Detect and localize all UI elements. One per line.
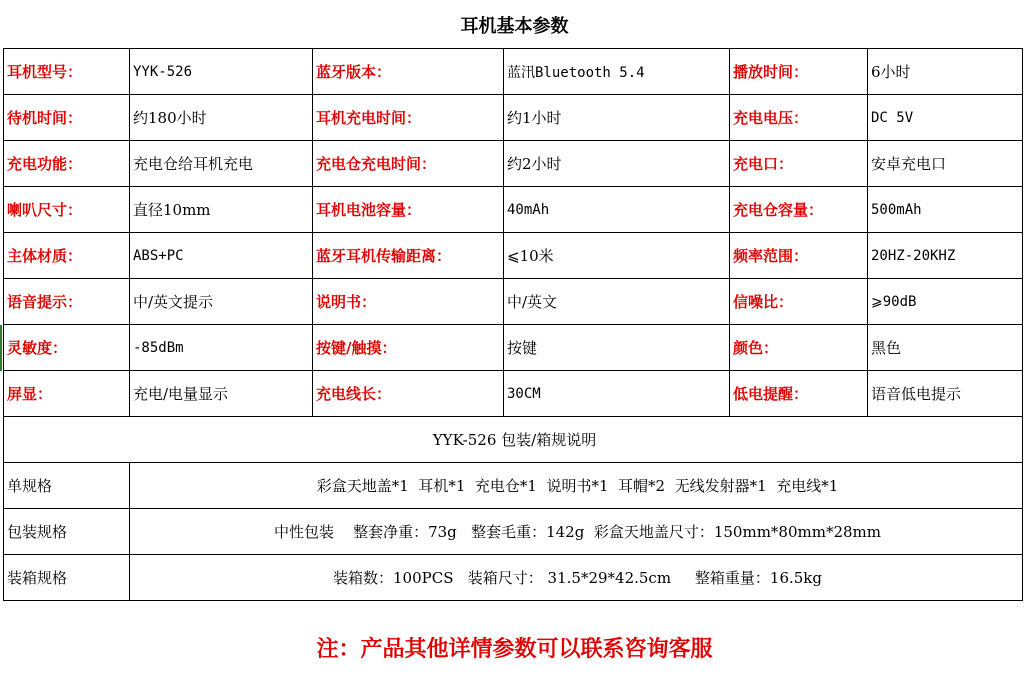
spec-label: 充电线长： <box>313 371 504 417</box>
spec-value: 20HZ-20KHZ <box>868 233 1023 279</box>
spec-label: 低电提醒： <box>730 371 868 417</box>
spec-value: 6小时 <box>868 49 1023 95</box>
packaging-label: 包装规格 <box>4 509 130 555</box>
spec-label: 按键/触摸： <box>313 325 504 371</box>
spec-row <box>4 187 1023 233</box>
spec-row <box>4 233 1023 279</box>
packaging-value <box>130 463 1023 509</box>
spec-row <box>4 95 1023 141</box>
spec-label: 屏显： <box>4 371 130 417</box>
spec-row <box>4 279 1023 325</box>
spec-label: 耳机充电时间： <box>313 95 504 141</box>
spec-label: 耳机型号： <box>4 49 130 95</box>
spec-label: 充电电压： <box>730 95 868 141</box>
packaging-value-text: 彩盒天地盖*1 耳机*1 充电仓*1 说明书*1 耳帽*2 无线发射器*1 充电线*1 <box>316 477 839 495</box>
spec-value: 约2小时 <box>504 141 730 187</box>
packaging-label: 装箱规格 <box>4 555 130 601</box>
spec-value: ⩽10米 <box>504 233 730 279</box>
spec-label: 信噪比： <box>730 279 868 325</box>
packaging-value <box>130 509 1023 555</box>
spec-label: 蓝牙版本： <box>313 49 504 95</box>
spec-label: 充电口： <box>730 141 868 187</box>
spec-label: 灵敏度： <box>4 325 130 371</box>
spec-value: ABS+PC <box>130 233 313 279</box>
spec-label: 喇叭尺寸： <box>4 187 130 233</box>
spec-value: ⩾90dB <box>868 279 1023 325</box>
spacer <box>4 601 1023 622</box>
row-marker-line <box>0 325 2 371</box>
packaging-row <box>4 463 1023 509</box>
spec-value: 充电仓给耳机充电 <box>130 141 313 187</box>
packaging-label: 单规格 <box>4 463 130 509</box>
spec-value: 蓝汛Bluetooth 5.4 <box>504 49 730 95</box>
spec-label: 说明书： <box>313 279 504 325</box>
spec-label: 语音提示： <box>4 279 130 325</box>
spec-value: 30CM <box>504 371 730 417</box>
packaging-value-text: 装箱数：100PCS 装箱尺寸： 31.5*29*42.5cm 整箱重量：16.5kg <box>333 569 822 587</box>
spec-table <box>3 2 1023 673</box>
contact-note: 注：产品其他详情参数可以联系咨询客服 <box>316 635 713 662</box>
spec-value: 500mAh <box>868 187 1023 233</box>
spec-value: YYK-526 <box>130 49 313 95</box>
spec-value: 中/英文 <box>504 279 730 325</box>
spec-label: 待机时间： <box>4 95 130 141</box>
spec-label: 频率范围： <box>730 233 868 279</box>
packaging-row <box>4 509 1023 555</box>
spec-value: -85dBm <box>130 325 313 371</box>
spec-label: 充电功能： <box>4 141 130 187</box>
spec-value: 黑色 <box>868 325 1023 371</box>
spec-label: 播放时间： <box>730 49 868 95</box>
spec-row <box>4 371 1023 417</box>
packaging-value <box>130 555 1023 601</box>
spec-value: 语音低电提示 <box>868 371 1023 417</box>
packaging-value-text: 中性包装 整套净重：73g 整套毛重：142g 彩盒天地盖尺寸：150mm*80mm*28mm <box>274 523 881 541</box>
spec-label: 颜色： <box>730 325 868 371</box>
page-title: 耳机基本参数 <box>460 16 569 37</box>
spec-row <box>4 325 1023 371</box>
spec-value: 约180小时 <box>130 95 313 141</box>
spec-label: 充电仓容量： <box>730 187 868 233</box>
spec-value: 安卓充电口 <box>868 141 1023 187</box>
packaging-heading: YYK-526 包装/箱规说明 <box>4 417 1023 463</box>
spec-value: 直径10mm <box>130 187 313 233</box>
spec-label: 充电仓充电时间： <box>313 141 504 187</box>
spec-label: 蓝牙耳机传输距离： <box>313 233 504 279</box>
spec-value: DC 5V <box>868 95 1023 141</box>
packaging-row <box>4 555 1023 601</box>
spec-value: 约1小时 <box>504 95 730 141</box>
spec-value: 中/英文提示 <box>130 279 313 325</box>
spec-value: 40mAh <box>504 187 730 233</box>
spec-value: 按键 <box>504 325 730 371</box>
spec-label: 主体材质： <box>4 233 130 279</box>
spec-row <box>4 141 1023 187</box>
spec-row <box>4 49 1023 95</box>
spec-label: 耳机电池容量： <box>313 187 504 233</box>
spec-sheet <box>3 2 1022 673</box>
spec-value: 充电/电量显示 <box>130 371 313 417</box>
